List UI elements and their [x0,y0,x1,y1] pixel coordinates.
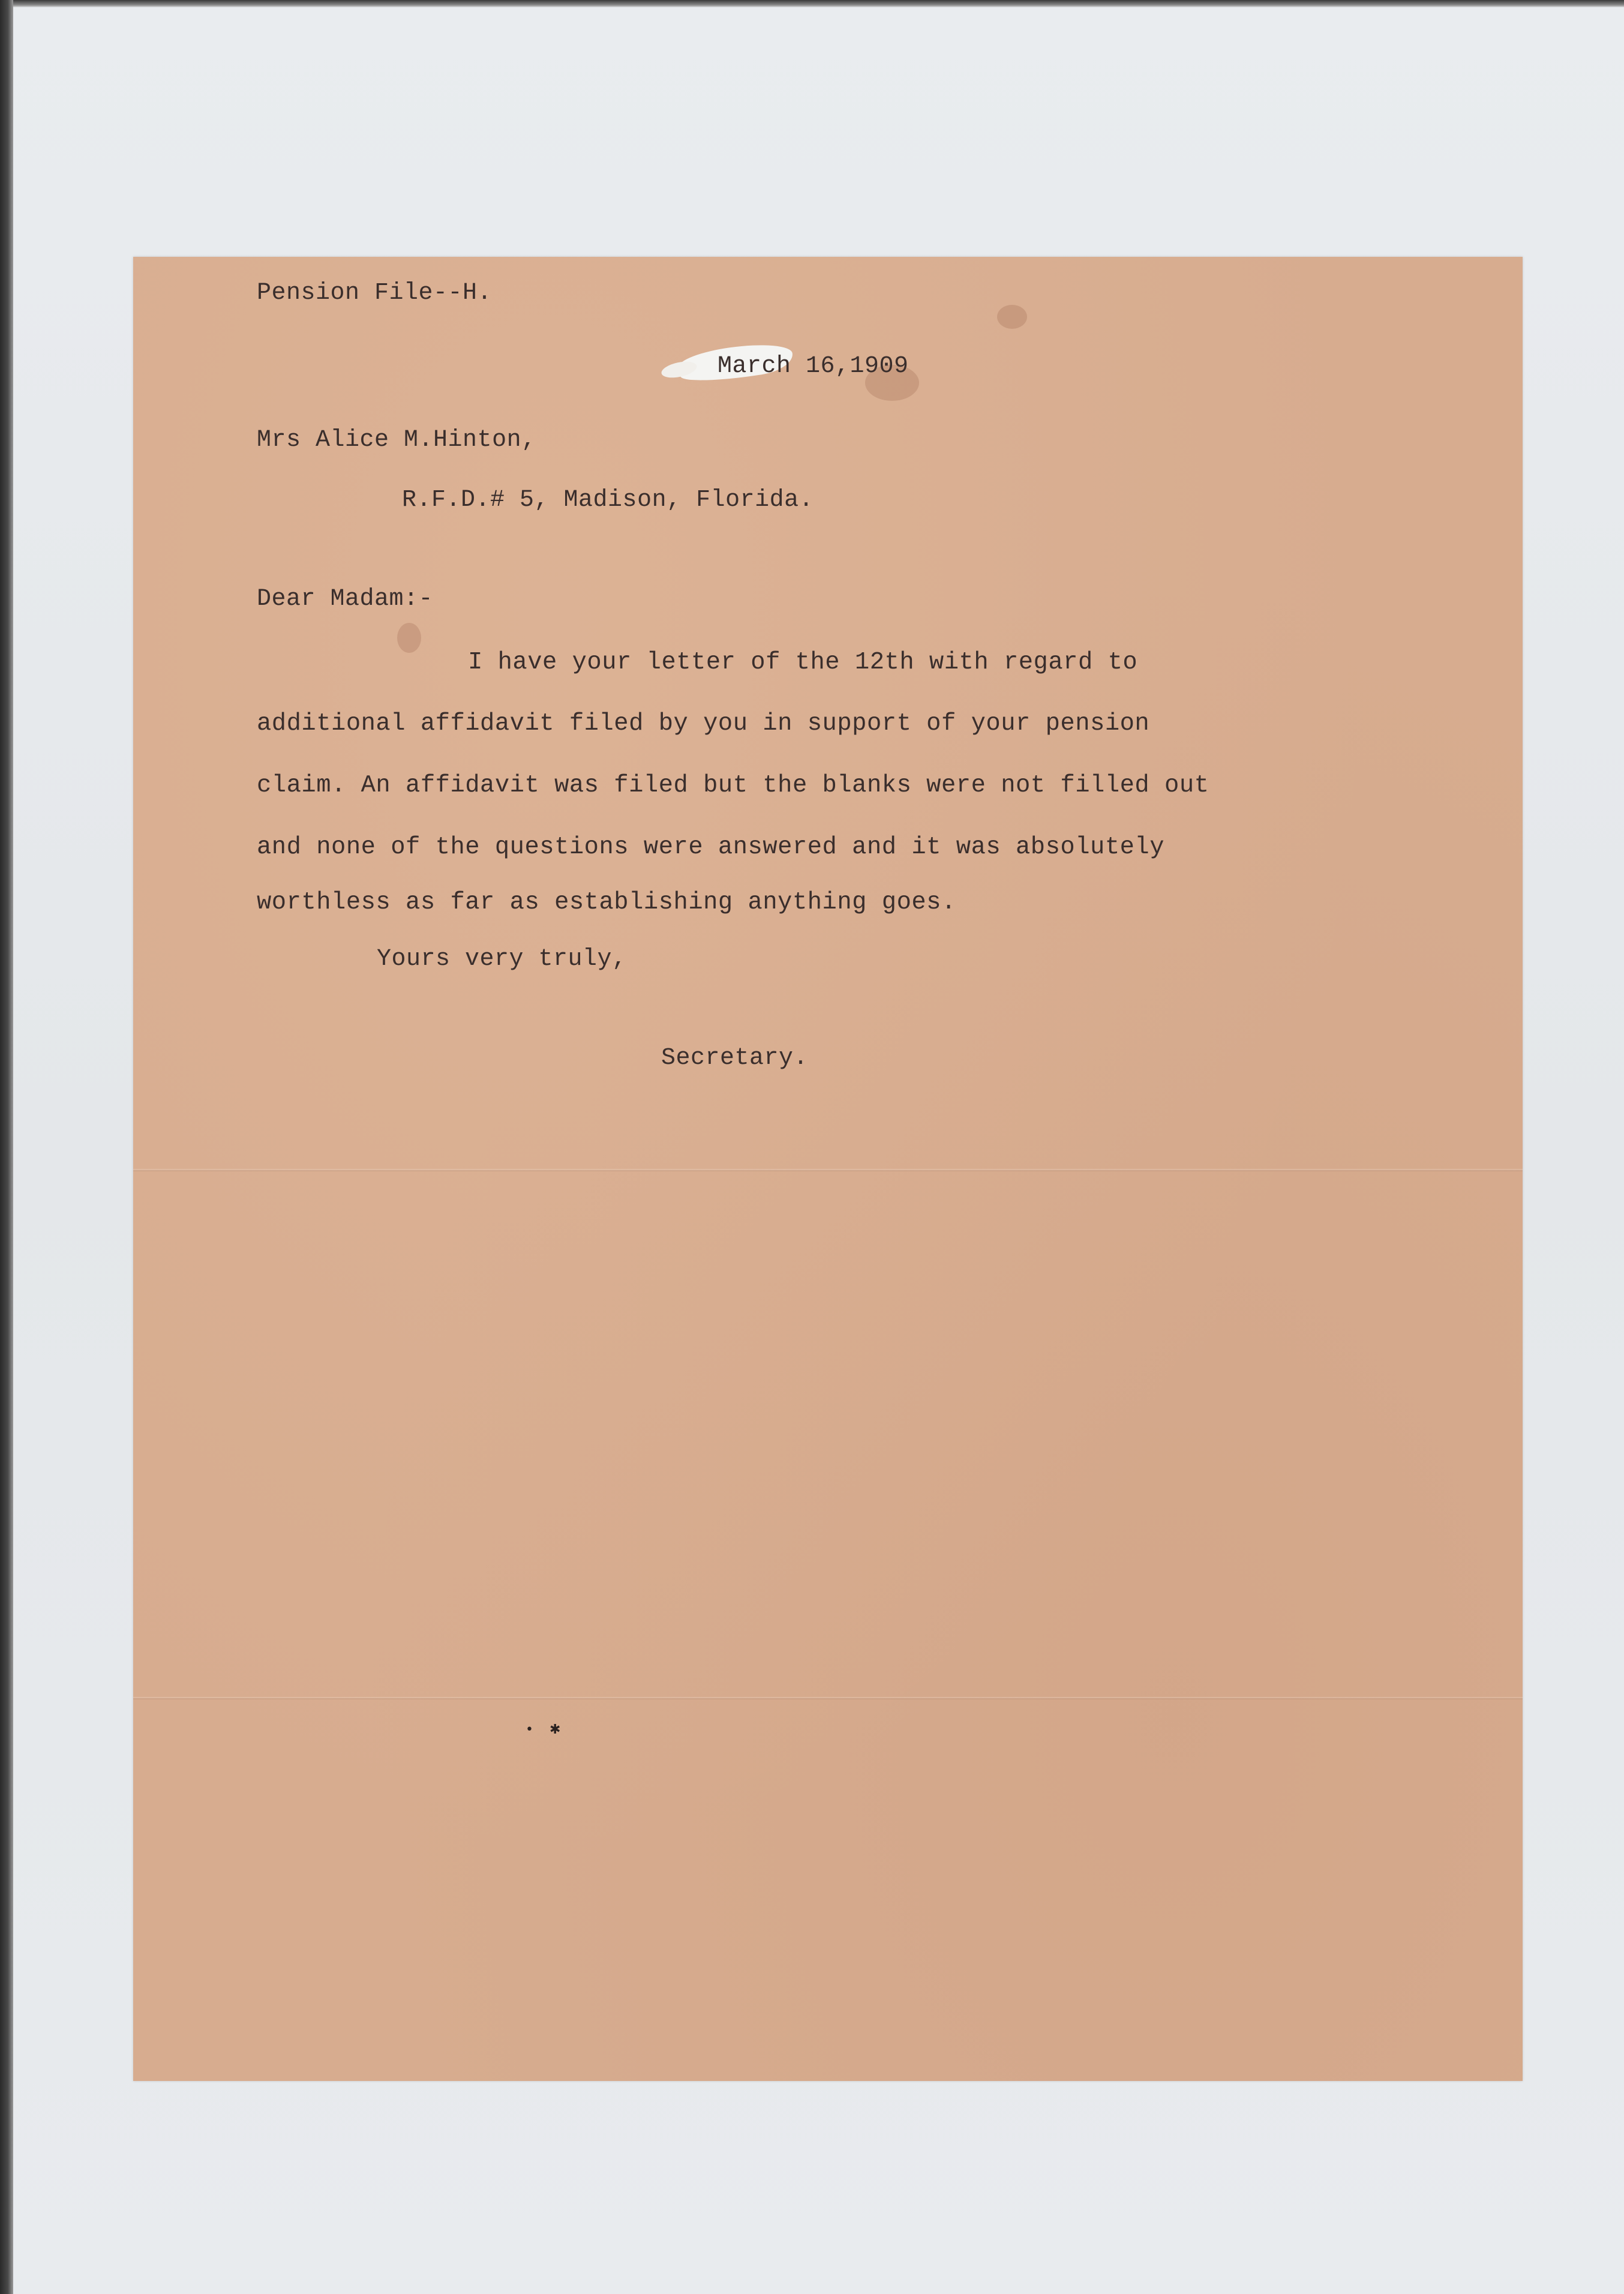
body-line: I have your letter of the 12th with regard to [468,649,1138,676]
body-line: and none of the questions were answered and it was absolutely [257,833,1165,861]
letter-date: March 16,1909 [718,353,909,380]
addressee-address: R.F.D.# 5, Madison, Florida. [402,487,814,514]
body-line: claim. An affidavit was filed but the blanks were not filled out [257,772,1209,799]
signature-title: Secretary. [661,1045,809,1072]
scan-top-edge [0,0,1624,7]
paper-fold-line [133,1169,1523,1171]
salutation: Dear Madam:- [257,586,434,613]
paper-stain [397,623,421,653]
body-line: worthless as far as establishing anything goes. [257,889,956,916]
addressee-name: Mrs Alice M.Hinton, [257,427,536,454]
body-line: additional affidavit filed by you in support of your pension [257,710,1150,737]
letter-paper [133,257,1523,2081]
page-mark-dots: • ✱ [526,1722,567,1737]
closing: Yours very truly, [377,946,627,973]
paper-fold-line [133,1697,1523,1699]
file-reference: Pension File--H. [257,280,493,307]
scan-left-edge [0,0,13,2294]
paper-stain [997,305,1027,329]
